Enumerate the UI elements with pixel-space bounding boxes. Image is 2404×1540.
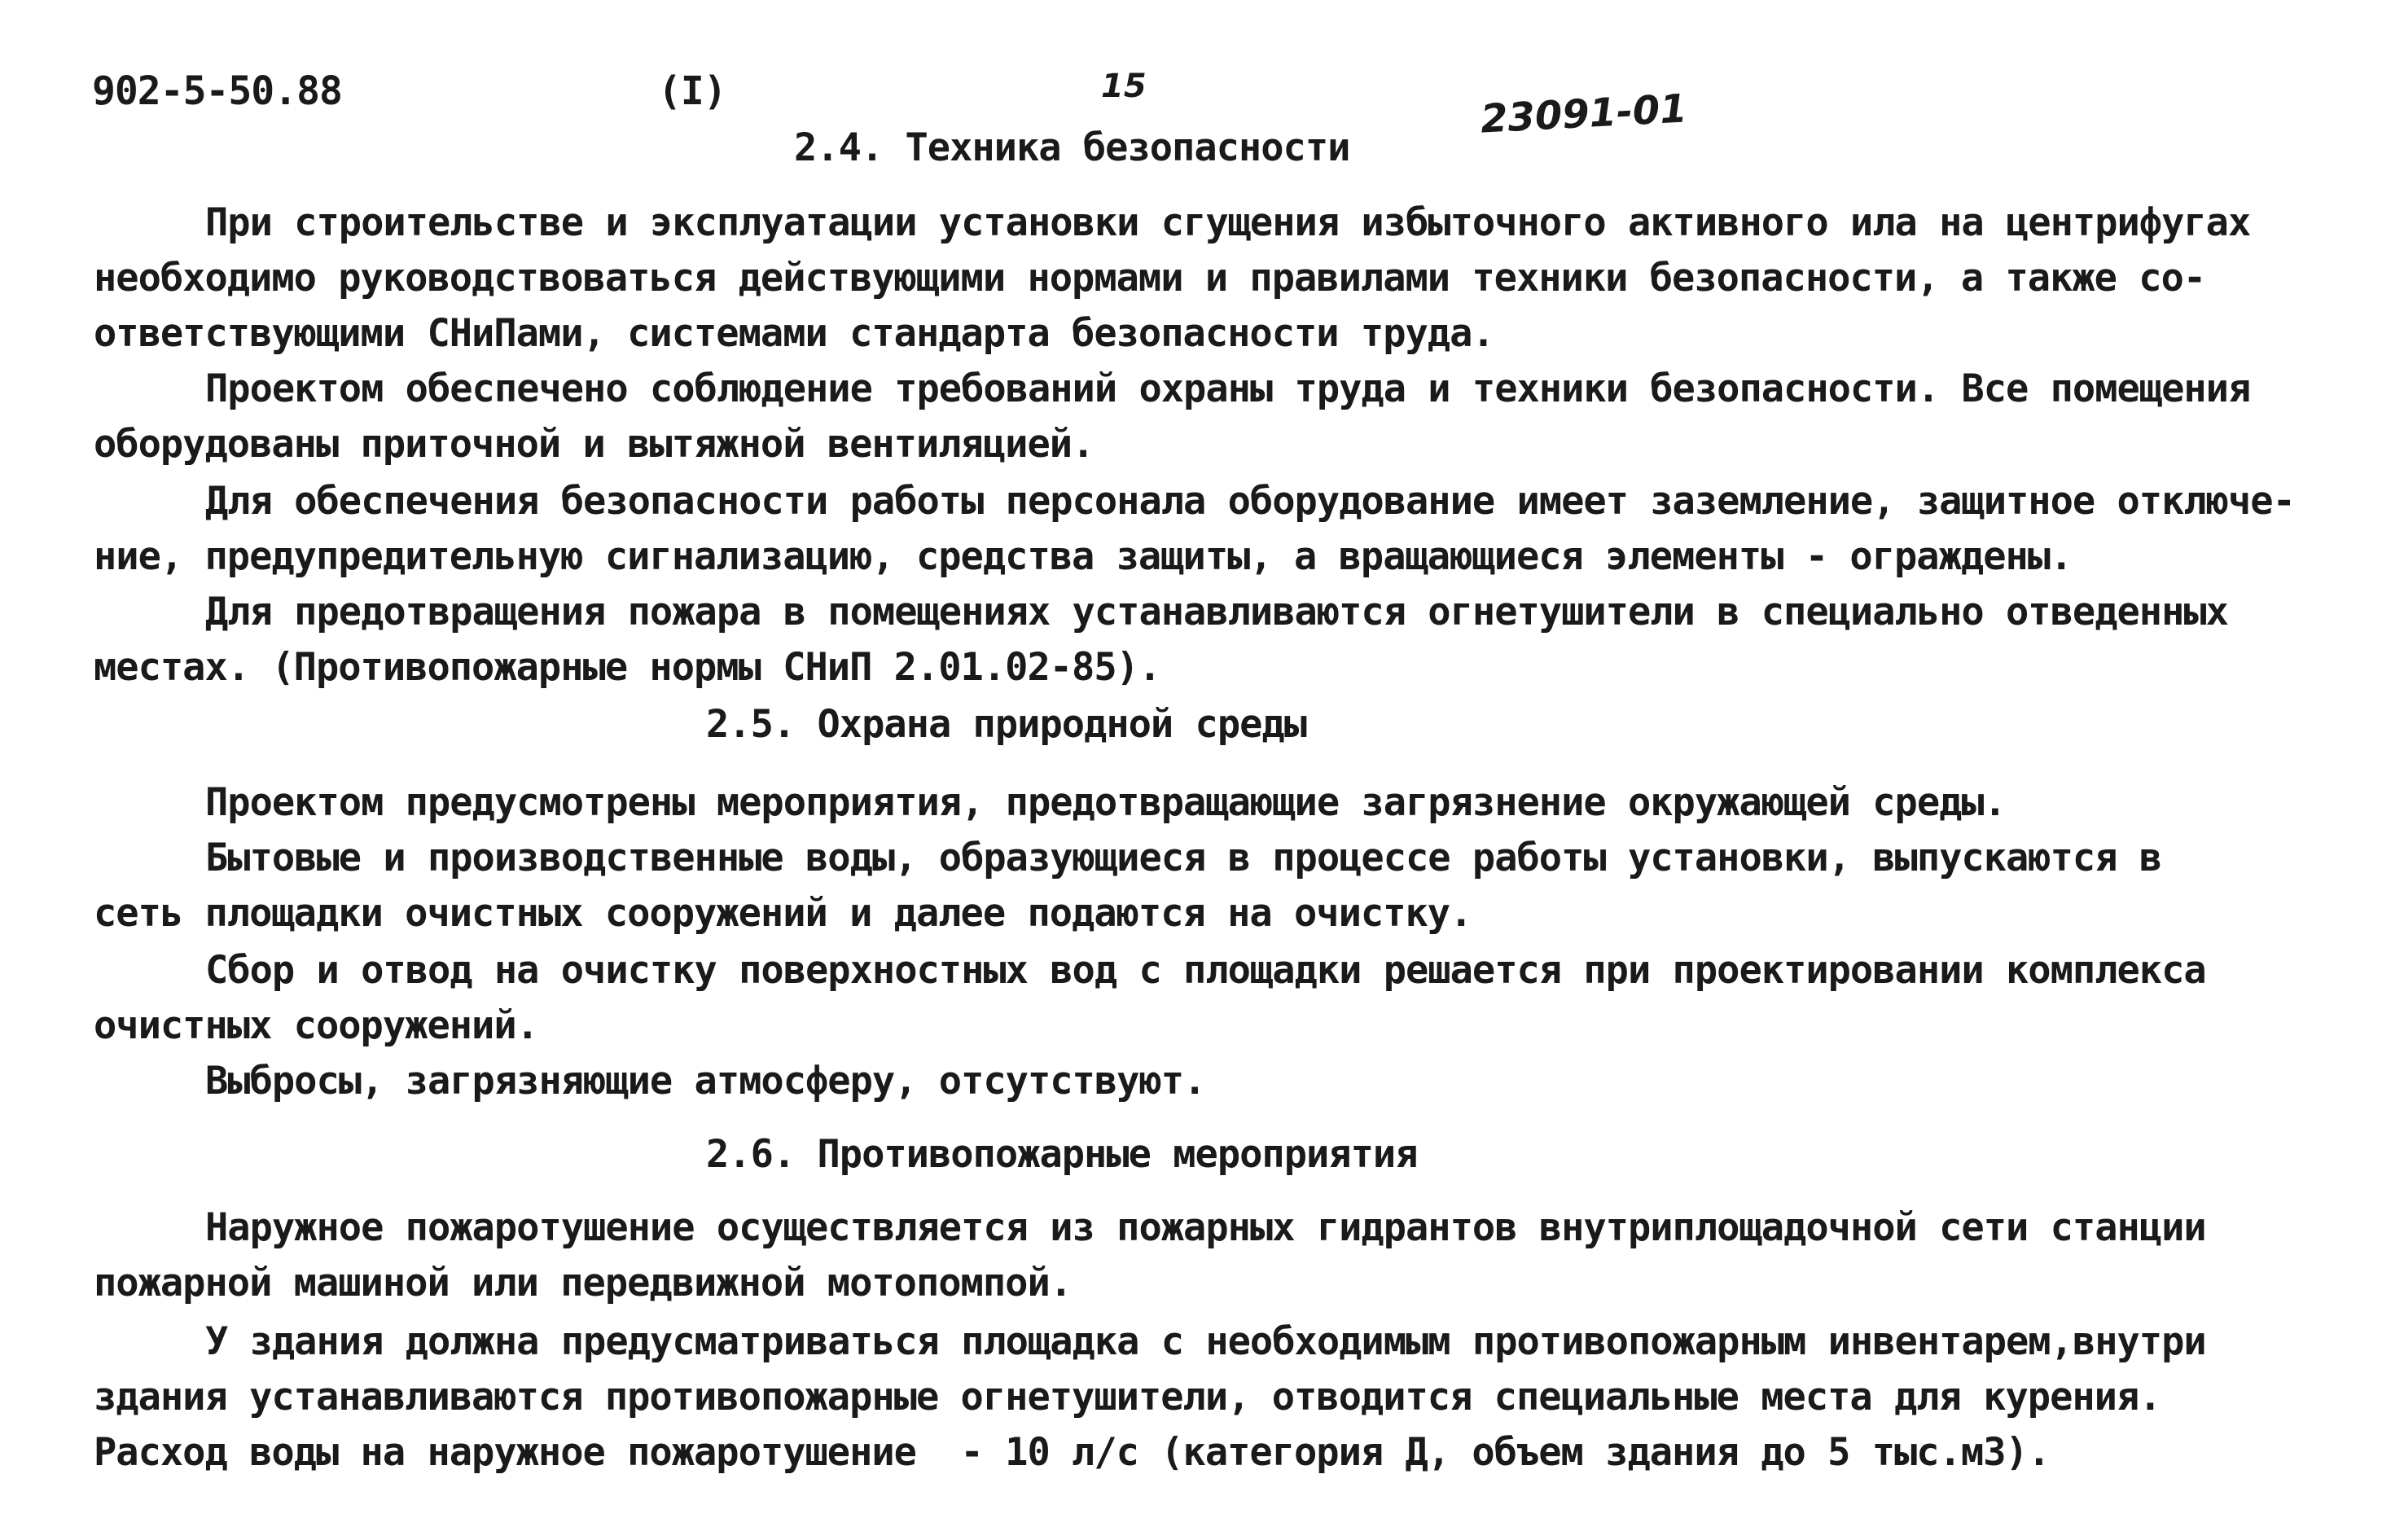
text-line: необходимо руководствоваться действующими нормами и правилами техники безопасности, а также со-: [94, 256, 2206, 301]
section-title-environment: 2.5. Охрана природной среды: [706, 702, 1307, 747]
album-number: (I): [658, 68, 726, 114]
text-line: пожарной машиной или передвижной мотопомпой.: [94, 1261, 1073, 1305]
page-number: 15: [1101, 68, 1147, 105]
text-line: очистных сооружений.: [94, 1003, 538, 1048]
text-line: ответствующими СНиПами, системами стандарта безопасности труда.: [94, 311, 1494, 356]
text-line: Выбросы, загрязняющие атмосферу, отсутствуют.: [205, 1059, 1206, 1103]
text-line: здания устанавливаются противопожарные огнетушители, отводится специальные места для курения.: [94, 1375, 2161, 1419]
text-line: ние, предупредительную сигнализацию, средства защиты, а вращающиеся элементы - ограждены.: [94, 534, 2073, 579]
text-line: У здания должна предусматриваться площадка с необходимым противопожарным инвентарем,внутри: [205, 1319, 2206, 1364]
text-line: местах. (Противопожарные нормы СНиП 2.01.02-85).: [94, 645, 1161, 690]
text-line: Проектом обеспечено соблюдение требований охраны труда и техники безопасности. Все помещения: [205, 366, 2251, 411]
text-line: оборудованы приточной и вытяжной вентиляцией.: [94, 422, 1095, 467]
section-title-safety: 2.4. Техника безопасности: [794, 125, 1350, 170]
text-line: При строительстве и эксплуатации установки сгущения избыточного активного ила на центрифугах: [205, 200, 2251, 245]
text-line: Бытовые и производственные воды, образующиеся в процессе работы установки, выпускаются в: [205, 836, 2162, 880]
text-line: сеть площадки очистных сооружений и далее подаются на очистку.: [94, 891, 1472, 936]
text-line: Сбор и отвод на очистку поверхностных вод с площадки решается при проектировании комплекса: [205, 948, 2206, 993]
text-line: Для предотвращения пожара в помещениях устанавливаются огнетушители в специально отведенных: [205, 590, 2228, 634]
text-line: Для обеспечения безопасности работы персонала оборудование имеет заземление, защитное отключе-: [205, 479, 2295, 524]
inventory-number: 23091-01: [1479, 86, 1689, 143]
section-title-fire-safety: 2.6. Противопожарные мероприятия: [706, 1132, 1418, 1177]
text-line: Расход воды на наружное пожаротушение - 10 л/с (категория Д, объем здания до 5 тыс.м3).: [94, 1430, 2051, 1475]
text-line: Проектом предусмотрены мероприятия, предотвращающие загрязнение окружающей среды.: [205, 780, 2007, 825]
document-code: 902-5-50.88: [92, 68, 342, 114]
text-line: Наружное пожаротушение осуществляется из пожарных гидрантов внутриплощадочной сети станции: [205, 1205, 2206, 1250]
